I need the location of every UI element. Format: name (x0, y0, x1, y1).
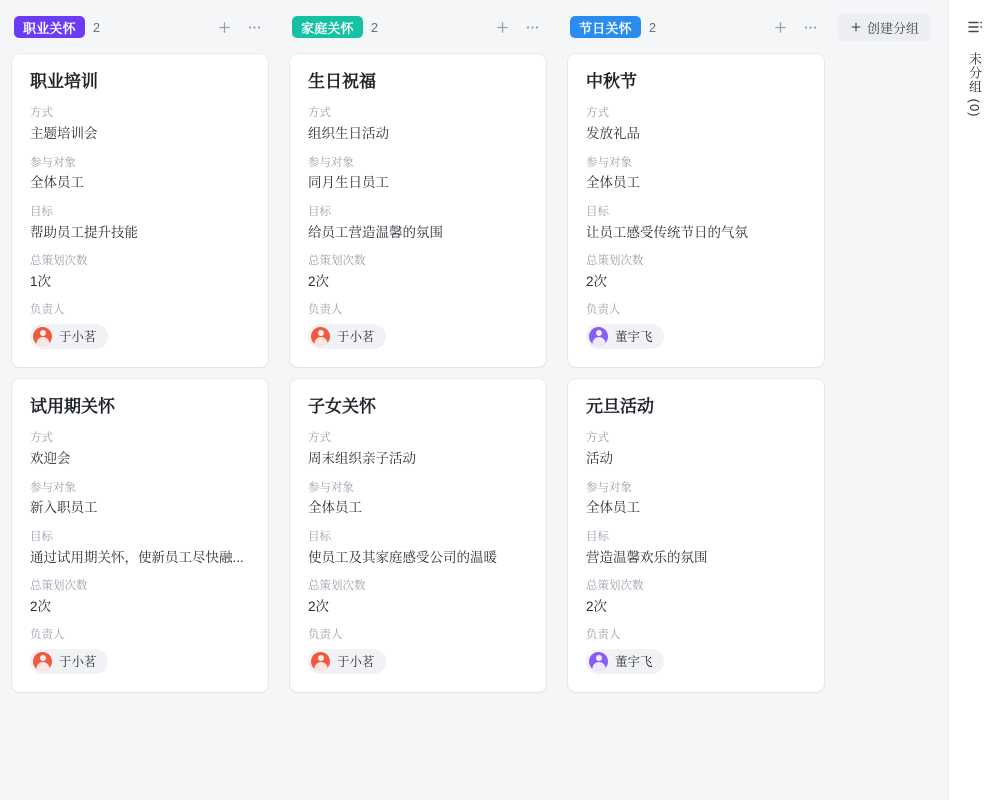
field-value: 1次 (30, 273, 52, 289)
field-value: 2次 (586, 598, 608, 614)
avatar (589, 652, 608, 671)
field-label: 目标 (586, 205, 609, 218)
field-label: 方式 (308, 107, 331, 120)
owner-tag[interactable] (586, 324, 664, 349)
more-horizontal-icon[interactable] (798, 15, 822, 39)
card-field-audience (30, 481, 250, 518)
avatar (33, 327, 52, 346)
field-label: 负责人 (30, 628, 65, 641)
owner-tag[interactable] (308, 649, 386, 674)
card-field-goal (586, 205, 806, 242)
field-label: 方式 (586, 107, 609, 120)
kanban-column-0 (0, 0, 278, 800)
card[interactable] (12, 54, 268, 367)
field-label: 方式 (586, 432, 609, 445)
field-value: 周末组织亲子活动 (308, 451, 416, 467)
field-value: 全体员工 (586, 175, 640, 191)
card-field-owner (308, 303, 528, 351)
right-rail (948, 0, 1000, 800)
field-value: 同月生日员工 (308, 175, 389, 191)
card-title: 中秋节 (586, 72, 637, 91)
column-header-0 (12, 0, 268, 54)
card-field-goal (586, 530, 806, 567)
field-label: 负责人 (30, 304, 65, 317)
card-field-method (586, 431, 806, 468)
card-field-plan-count (586, 254, 806, 291)
add-card-icon[interactable] (212, 15, 236, 39)
owner-name: 于小茗 (337, 330, 375, 345)
field-label: 目标 (30, 205, 53, 218)
avatar (311, 652, 330, 671)
field-value: 营造温馨欢乐的氛围 (586, 549, 708, 565)
field-label: 目标 (586, 530, 609, 543)
card-title: 子女关怀 (308, 396, 376, 416)
owner-name: 于小茗 (59, 655, 97, 670)
field-value: 活动 (586, 451, 613, 467)
kanban-column-1 (278, 0, 556, 800)
field-value: 全体员工 (586, 500, 640, 516)
owner-tag[interactable] (30, 649, 108, 674)
card-title: 生日祝福 (308, 72, 376, 91)
card-field-goal (30, 205, 250, 242)
field-value: 2次 (308, 273, 330, 289)
field-label: 方式 (30, 432, 53, 445)
field-label: 目标 (30, 530, 53, 543)
column-count-0: 2 (92, 19, 101, 35)
card[interactable] (568, 54, 824, 367)
field-value: 2次 (586, 273, 608, 289)
owner-tag[interactable] (586, 649, 664, 674)
card[interactable] (12, 379, 268, 692)
card-field-plan-count (308, 579, 528, 616)
owner-tag[interactable] (30, 324, 108, 349)
column-cards-0 (12, 54, 268, 702)
card-field-owner (586, 628, 806, 676)
card[interactable] (290, 379, 546, 692)
field-label: 总策划次数 (30, 254, 88, 267)
card-title: 试用期关怀 (30, 396, 115, 416)
column-title-chip-0[interactable]: 职业关怀 (14, 16, 85, 38)
column-header-1 (290, 0, 546, 54)
plus-icon (850, 21, 862, 33)
column-header-2 (568, 0, 824, 54)
create-group-button[interactable] (838, 13, 931, 41)
card-field-goal (30, 530, 250, 567)
column-cards-1 (290, 54, 546, 702)
field-label: 目标 (308, 530, 331, 543)
card-field-audience (586, 156, 806, 193)
card-field-owner (308, 628, 528, 676)
owner-name: 董宇飞 (615, 330, 653, 345)
field-value: 全体员工 (308, 500, 362, 516)
column-title-chip-1[interactable]: 家庭关怀 (292, 16, 363, 38)
card-field-audience (586, 481, 806, 518)
field-label: 总策划次数 (586, 579, 644, 592)
avatar (311, 327, 330, 346)
field-value: 给员工营造温馨的氛围 (308, 224, 443, 240)
field-value: 新入职员工 (30, 500, 98, 516)
add-card-icon[interactable] (490, 15, 514, 39)
field-label: 参与对象 (586, 156, 632, 169)
field-value: 全体员工 (30, 175, 84, 191)
kanban-column-2 (556, 0, 834, 800)
card-field-method (586, 106, 806, 143)
field-value: 2次 (30, 598, 52, 614)
field-label: 参与对象 (308, 481, 354, 494)
field-label: 方式 (30, 107, 53, 120)
field-label: 负责人 (308, 628, 343, 641)
card-field-plan-count (30, 579, 250, 616)
column-cards-2 (568, 54, 824, 702)
field-label: 总策划次数 (30, 579, 88, 592)
owner-tag[interactable] (308, 324, 386, 349)
card-field-plan-count (30, 254, 250, 291)
more-horizontal-icon[interactable] (520, 15, 544, 39)
card-field-owner (586, 303, 806, 351)
field-value: 组织生日活动 (308, 126, 389, 142)
card-field-plan-count (308, 254, 528, 291)
owner-name: 于小茗 (337, 655, 375, 670)
column-count-1: 2 (370, 19, 379, 35)
field-value: 欢迎会 (30, 451, 71, 467)
field-label: 负责人 (308, 304, 343, 317)
card-field-audience (308, 481, 528, 518)
field-value: 让员工感受传统节日的气氛 (586, 224, 748, 240)
owner-name: 董宇飞 (615, 655, 653, 670)
avatar (589, 327, 608, 346)
ungrouped-label[interactable]: 未分组 (0) (967, 52, 982, 118)
card-field-method (30, 431, 250, 468)
field-label: 参与对象 (308, 156, 354, 169)
card-field-audience (30, 156, 250, 193)
field-label: 总策划次数 (308, 254, 366, 267)
card-field-goal (308, 530, 528, 567)
add-card-icon[interactable] (768, 15, 792, 39)
field-label: 负责人 (586, 304, 621, 317)
field-value: 使员工及其家庭感受公司的温暖 (308, 549, 497, 565)
field-label: 总策划次数 (586, 254, 644, 267)
field-label: 参与对象 (30, 156, 76, 169)
card-field-method (308, 431, 528, 468)
card-title: 职业培训 (30, 72, 98, 91)
field-label: 参与对象 (30, 481, 76, 494)
card-title: 元旦活动 (586, 396, 654, 416)
card-field-plan-count (586, 579, 806, 616)
field-value: 通过试用期关怀，使新员工尽快融... (30, 549, 244, 565)
more-horizontal-icon[interactable] (242, 15, 266, 39)
field-value: 发放礼品 (586, 126, 640, 142)
card[interactable] (568, 379, 824, 692)
create-group-label: 创建分组 (867, 20, 920, 36)
field-label: 负责人 (586, 628, 621, 641)
field-value: 主题培训会 (30, 126, 98, 142)
owner-name: 于小茗 (59, 330, 97, 345)
card[interactable] (290, 54, 546, 367)
card-field-audience (308, 156, 528, 193)
avatar (33, 652, 52, 671)
card-field-method (30, 106, 250, 143)
card-field-goal (308, 205, 528, 242)
card-field-owner (30, 303, 250, 351)
field-label: 总策划次数 (308, 579, 366, 592)
list-menu-icon[interactable] (964, 16, 986, 38)
card-field-owner (30, 628, 250, 676)
field-label: 目标 (308, 205, 331, 218)
field-label: 参与对象 (586, 481, 632, 494)
field-value: 2次 (308, 598, 330, 614)
column-title-chip-2[interactable]: 节日关怀 (570, 16, 641, 38)
column-count-2: 2 (648, 19, 657, 35)
field-label: 方式 (308, 432, 331, 445)
field-value: 帮助员工提升技能 (30, 224, 138, 240)
card-field-method (308, 106, 528, 143)
